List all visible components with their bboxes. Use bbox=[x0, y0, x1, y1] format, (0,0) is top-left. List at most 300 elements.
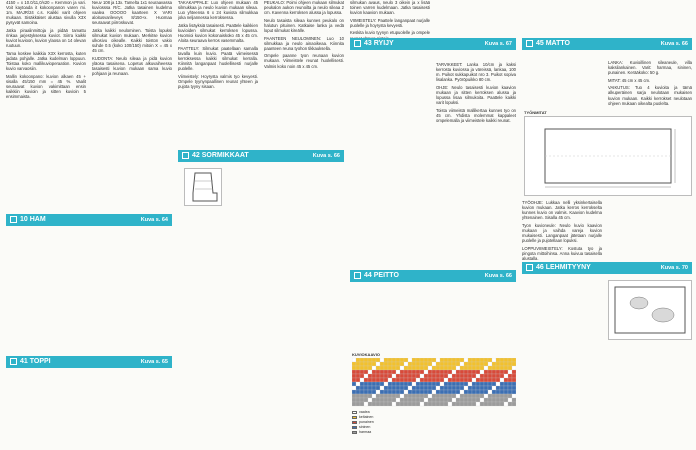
grid-cell bbox=[460, 374, 464, 378]
grid-cell bbox=[476, 402, 480, 406]
grid-cell bbox=[508, 390, 512, 394]
grid-cell bbox=[412, 390, 416, 394]
grid-cell bbox=[368, 386, 372, 390]
rug-shape-icon bbox=[525, 117, 691, 195]
grid-cell bbox=[408, 358, 412, 362]
grid-cell bbox=[356, 370, 360, 374]
paragraph: OHJE: Neulo tasaisesti kuvion kaavion mukaan ja sitten kerroksen alussa ja lopussa lisaa silmukoita. Paattele kaikki varit lopuksi. bbox=[436, 84, 516, 106]
grid-cell bbox=[388, 358, 392, 362]
column-7 bbox=[522, 200, 602, 320]
grid-cell bbox=[396, 394, 400, 398]
grid-cell bbox=[488, 370, 492, 374]
grid-cell bbox=[416, 362, 420, 366]
grid-cell bbox=[504, 362, 508, 366]
grid-cell bbox=[476, 378, 480, 382]
grid-cell bbox=[436, 366, 440, 370]
grid-cell bbox=[388, 394, 392, 398]
grid-cell bbox=[488, 394, 492, 398]
grid-cell bbox=[436, 370, 440, 374]
grid-cell bbox=[388, 398, 392, 402]
grid-cell bbox=[360, 358, 364, 362]
grid-cell bbox=[512, 358, 516, 362]
grid-cell bbox=[468, 398, 472, 402]
grid-cell bbox=[480, 358, 484, 362]
grid-cell bbox=[452, 398, 456, 402]
banner-title: 42 SORMIKKAAT bbox=[192, 152, 249, 159]
grid-cell bbox=[512, 382, 516, 386]
grid-cell bbox=[508, 402, 512, 406]
grid-cell bbox=[456, 394, 460, 398]
paragraph: Jatka piraalinmittoja ja pidää tamattu rinkaa jarjestyksessa kuviot. Siirra kaikki kuviot kuvioon, kuvion ylaosa on 14 olevan ruutuun. bbox=[6, 27, 86, 49]
section-banner-ham bbox=[6, 214, 172, 226]
grid-cell bbox=[372, 370, 376, 374]
grid-cell bbox=[408, 386, 412, 390]
grid-cell bbox=[352, 374, 356, 378]
grid-cell bbox=[476, 370, 480, 374]
grid-cell bbox=[476, 398, 480, 402]
grid-cell bbox=[412, 370, 416, 374]
grid-cell bbox=[512, 398, 516, 402]
grid-cell bbox=[508, 370, 512, 374]
grid-cell bbox=[400, 366, 404, 370]
grid-cell bbox=[364, 394, 368, 398]
grid-cell bbox=[360, 374, 364, 378]
grid-cell bbox=[400, 394, 404, 398]
grid-cell bbox=[364, 374, 368, 378]
grid-cell bbox=[484, 378, 488, 382]
grid-cell bbox=[504, 386, 508, 390]
grid-cell bbox=[464, 382, 468, 386]
grid-cell bbox=[480, 402, 484, 406]
grid-cell bbox=[416, 374, 420, 378]
grid-cell bbox=[420, 402, 424, 406]
grid-cell bbox=[364, 382, 368, 386]
grid-cell bbox=[512, 394, 516, 398]
grid-cell bbox=[444, 378, 448, 382]
grid-cell bbox=[440, 394, 444, 398]
grid-cell bbox=[488, 390, 492, 394]
grid-cell bbox=[452, 374, 456, 378]
grid-cell bbox=[376, 378, 380, 382]
grid-cell bbox=[372, 390, 376, 394]
grid-cell bbox=[444, 358, 448, 362]
grid-cell bbox=[416, 366, 420, 370]
grid-cell bbox=[396, 362, 400, 366]
grid-cell bbox=[424, 362, 428, 366]
grid-cell bbox=[452, 402, 456, 406]
grid-cell bbox=[460, 398, 464, 402]
grid-cell bbox=[508, 386, 512, 390]
grid-cell bbox=[472, 358, 476, 362]
chart-caption: KUVIOKAAVIO bbox=[352, 352, 380, 357]
pattern-icon bbox=[10, 216, 17, 223]
grid-cell bbox=[508, 366, 512, 370]
grid-cell bbox=[396, 374, 400, 378]
legend-item: keltainen bbox=[352, 415, 516, 420]
grid-cell bbox=[400, 382, 404, 386]
grid-cell bbox=[448, 366, 452, 370]
grid-cell bbox=[484, 382, 488, 386]
grid-cell bbox=[488, 362, 492, 366]
grid-cell bbox=[392, 374, 396, 378]
grid-cell bbox=[428, 366, 432, 370]
paragraph: VAIKUTUS: Tuo 4 kuvioita ja tämä alkuperäinen sarja neulotaan mukaisen kuvion mukaan. Kaikki kerrokset neulotaan ohjeen mukaan oikealta puolelta. bbox=[608, 85, 692, 106]
grid-cell bbox=[404, 378, 408, 382]
grid-cell bbox=[392, 362, 396, 366]
paragraph: KUDONTA: Neulo sileaa ja pidä kuvion yläosa tasaisena. Lopetus alkuvaiheessa tasaisesti kuvion mukaan sama kuvio pohjaan ja reunaan. bbox=[92, 55, 172, 77]
grid-cell bbox=[352, 382, 356, 386]
grid-cell bbox=[480, 390, 484, 394]
grid-cell bbox=[472, 398, 476, 402]
grid-cell bbox=[476, 386, 480, 390]
grid-cell bbox=[488, 366, 492, 370]
section-banner-toppi bbox=[6, 356, 172, 368]
grid-cell bbox=[472, 386, 476, 390]
grid-cell bbox=[380, 402, 384, 406]
paragraph: Keskita kuvio tyynyn etupuolelle ja ompele bbox=[350, 30, 430, 36]
grid-cell bbox=[488, 402, 492, 406]
grid-cell bbox=[484, 374, 488, 378]
grid-cell bbox=[368, 382, 372, 386]
grid-cell bbox=[504, 378, 508, 382]
paragraph: Tyon kuvioneule: Neulo kuvio kaavion mukaan ja vaihda vareja kuvion mukaisesti. Langanpaat jätetaan nurjalle puolelle ja pujotellaan lopuksi. bbox=[522, 222, 602, 244]
grid-cell bbox=[500, 366, 504, 370]
grid-cell bbox=[380, 386, 384, 390]
grid-cell bbox=[416, 358, 420, 362]
grid-cell bbox=[464, 362, 468, 366]
grid-cell bbox=[492, 358, 496, 362]
grid-cell bbox=[512, 386, 516, 390]
grid-cell bbox=[368, 378, 372, 382]
grid-cell bbox=[504, 398, 508, 402]
paragraph: TAKAKAPPALE: Luo ohjeen mukaan 45 silmukkaa ja neulo kuvion mukaan sileaa. Luo yhteensa 6 x 24 kuviota silmukkaa joka neljannessa kerroksessa. bbox=[178, 0, 258, 21]
grid-cell bbox=[444, 382, 448, 386]
grid-cell bbox=[436, 402, 440, 406]
grid-cell bbox=[416, 378, 420, 382]
grid-cell bbox=[400, 378, 404, 382]
grid-cell bbox=[464, 378, 468, 382]
cow-pillow-diagram bbox=[608, 280, 692, 340]
grid-cell bbox=[492, 374, 496, 378]
grid-cell bbox=[368, 370, 372, 374]
grid-cell bbox=[440, 362, 444, 366]
grid-cell bbox=[456, 386, 460, 390]
grid-cell bbox=[476, 390, 480, 394]
grid-cell bbox=[412, 398, 416, 402]
grid-cell bbox=[444, 362, 448, 366]
grid-cell bbox=[372, 398, 376, 402]
grid-cell bbox=[356, 398, 360, 402]
grid-cell bbox=[456, 402, 460, 406]
legend-item: punainen bbox=[352, 420, 516, 425]
grid-cell bbox=[360, 398, 364, 402]
grid-cell bbox=[460, 358, 464, 362]
grid-cell bbox=[396, 370, 400, 374]
paragraph: 4150 = x 10.0/11,0/x20 = Kemmon ja vari. Voit kaytoada it kokoonpanon varen mi. 1m. MAJR/24 c.s. Kaikki varit ohjeen mukaan. Sisäkkäiset alustaa sivulla X3X pysyvät samoina. bbox=[6, 0, 86, 26]
grid-cell bbox=[408, 378, 412, 382]
grid-cell bbox=[464, 386, 468, 390]
grid-cell bbox=[436, 362, 440, 366]
grid-cell bbox=[372, 358, 376, 362]
grid-cell bbox=[456, 374, 460, 378]
grid-cell bbox=[372, 374, 376, 378]
grid-cell bbox=[476, 374, 480, 378]
grid-cell bbox=[496, 358, 500, 362]
grid-cell bbox=[400, 374, 404, 378]
grid-cell bbox=[416, 390, 420, 394]
grid-cell bbox=[396, 378, 400, 382]
grid-cell bbox=[508, 382, 512, 386]
grid-cell bbox=[480, 370, 484, 374]
grid-cell bbox=[412, 374, 416, 378]
grid-cell bbox=[480, 378, 484, 382]
grid-cell bbox=[356, 382, 360, 386]
grid-cell bbox=[436, 386, 440, 390]
banner-title: 41 TOPPI bbox=[20, 358, 51, 365]
grid-cell bbox=[364, 398, 368, 402]
grid-cell bbox=[448, 386, 452, 390]
grid-cell bbox=[492, 398, 496, 402]
grid-cell bbox=[508, 362, 512, 366]
legend-item: harmaa bbox=[352, 430, 516, 435]
mitten-diagram bbox=[184, 168, 222, 206]
paragraph: Tama koskee kaikkia X3X kerrosta, kuten jadata pohjalle. Jatka kudelman loppuun. Toistaa koko mallikuvioperaation. Kuvion kuvio varvaosiin. bbox=[6, 50, 86, 72]
grid-cell bbox=[364, 358, 368, 362]
paragraph: PEUKALO: Poimi ohjeen mukaan silmukat peukalon aukon reunoilta ja neulo sileaa 2 cm. Kavenna kerroksen alussa ja lopussa. bbox=[264, 0, 344, 16]
grid-cell bbox=[384, 362, 388, 366]
grid-cell bbox=[504, 390, 508, 394]
grid-cell bbox=[416, 398, 420, 402]
grid-cell bbox=[460, 382, 464, 386]
grid-cell bbox=[420, 366, 424, 370]
grid-cell bbox=[388, 366, 392, 370]
grid-cell bbox=[424, 390, 428, 394]
grid-cell bbox=[352, 378, 356, 382]
grid-cell bbox=[424, 374, 428, 378]
grid-cell bbox=[396, 402, 400, 406]
grid-cell bbox=[500, 386, 504, 390]
grid-cell bbox=[512, 402, 516, 406]
grid-cell bbox=[512, 374, 516, 378]
grid-cell bbox=[384, 378, 388, 382]
grid-cell bbox=[456, 358, 460, 362]
grid-cell bbox=[436, 390, 440, 394]
grid-cell bbox=[484, 358, 488, 362]
grid-cell bbox=[500, 362, 504, 366]
grid-cell bbox=[440, 370, 444, 374]
paragraph: Jatka lisäyksiä tasaisesti. Paattele kaikkien kuvioiden silmukat kerroksen lopussa. Huomioi kuvion kokonaiskoko 45 x 45 cm. Aloita seuraava kerros vasemmalta. bbox=[178, 22, 258, 44]
paragraph: silmukan avaus, neulo 3 oikein ja x lisää toinen varren kudelmaan. Jatka tasaisesti kuvion kaavion mukaan. bbox=[350, 0, 430, 16]
grid-cell bbox=[416, 402, 420, 406]
grid-cell bbox=[460, 362, 464, 366]
grid-cell bbox=[432, 394, 436, 398]
grid-cell bbox=[424, 402, 428, 406]
grid-cell bbox=[404, 386, 408, 390]
grid-cell bbox=[440, 402, 444, 406]
grid-cell bbox=[424, 378, 428, 382]
grid-cell bbox=[356, 374, 360, 378]
grid-cell bbox=[500, 398, 504, 402]
grid-cell bbox=[432, 398, 436, 402]
grid-cell bbox=[468, 370, 472, 374]
grid-cell bbox=[468, 402, 472, 406]
section-banner-ryijy bbox=[350, 38, 516, 50]
grid-cell bbox=[508, 394, 512, 398]
grid-cell bbox=[476, 366, 480, 370]
grid-cell bbox=[372, 386, 376, 390]
grid-cell bbox=[468, 390, 472, 394]
grid-cell bbox=[488, 382, 492, 386]
grid-cell bbox=[376, 402, 380, 406]
grid-cell bbox=[492, 394, 496, 398]
grid-cell bbox=[504, 394, 508, 398]
grid-cell bbox=[416, 370, 420, 374]
grid-cell bbox=[436, 382, 440, 386]
grid-cell bbox=[408, 394, 412, 398]
pattern-icon bbox=[182, 152, 189, 159]
grid-cell bbox=[412, 386, 416, 390]
grid-cell bbox=[392, 402, 396, 406]
grid-cell bbox=[384, 390, 388, 394]
grid-cell bbox=[440, 374, 444, 378]
grid-cell bbox=[496, 390, 500, 394]
grid-cell bbox=[476, 362, 480, 366]
grid-cell bbox=[364, 378, 368, 382]
grid-cell bbox=[488, 374, 492, 378]
grid-cell bbox=[380, 358, 384, 362]
grid-cell bbox=[456, 370, 460, 374]
grid-cell bbox=[420, 382, 424, 386]
grid-cell bbox=[448, 374, 452, 378]
grid-cell bbox=[456, 398, 460, 402]
grid-cell bbox=[500, 374, 504, 378]
grid-cell bbox=[432, 386, 436, 390]
pattern-icon bbox=[354, 40, 361, 47]
grid-cell bbox=[496, 374, 500, 378]
legend-item: vaalea bbox=[352, 410, 516, 415]
grid-cell bbox=[416, 382, 420, 386]
grid-cell bbox=[384, 386, 388, 390]
grid-cell bbox=[472, 390, 476, 394]
grid-cell bbox=[356, 362, 360, 366]
grid-cell bbox=[408, 398, 412, 402]
grid-cell bbox=[352, 358, 356, 362]
grid-cell bbox=[428, 402, 432, 406]
grid-cell bbox=[496, 382, 500, 386]
grid-cell bbox=[420, 390, 424, 394]
grid-cell bbox=[428, 398, 432, 402]
grid-cell bbox=[480, 394, 484, 398]
paragraph: LOPPUVIIMEISTELY: Kostuta tyo ja pingota mittoihinsa. Anna kuivua tasaisella alustalla. bbox=[522, 245, 602, 261]
pattern-icon bbox=[526, 264, 533, 271]
grid-cell bbox=[376, 394, 380, 398]
grid-cell bbox=[384, 394, 388, 398]
grid-cell bbox=[488, 358, 492, 362]
grid-cell bbox=[392, 398, 396, 402]
grid-cell bbox=[460, 402, 464, 406]
grid-cell bbox=[412, 394, 416, 398]
grid-cell bbox=[504, 402, 508, 406]
grid-cell bbox=[372, 378, 376, 382]
grid-cell bbox=[424, 398, 428, 402]
grid-cell bbox=[428, 390, 432, 394]
grid-cell bbox=[472, 374, 476, 378]
page-ref: Kuva s. 67 bbox=[484, 41, 512, 47]
grid-cell bbox=[428, 378, 432, 382]
grid-cell bbox=[428, 386, 432, 390]
grid-cell bbox=[452, 390, 456, 394]
grid-cell bbox=[488, 398, 492, 402]
grid-cell bbox=[492, 382, 496, 386]
grid-cell bbox=[416, 394, 420, 398]
grid-cell bbox=[424, 366, 428, 370]
grid-cell bbox=[448, 394, 452, 398]
grid-cell bbox=[444, 386, 448, 390]
grid-cell bbox=[368, 358, 372, 362]
grid-cell bbox=[412, 358, 416, 362]
grid-cell bbox=[452, 370, 456, 374]
grid-cell bbox=[472, 366, 476, 370]
grid-cell bbox=[404, 382, 408, 386]
grid-cell bbox=[504, 366, 508, 370]
grid-cell bbox=[380, 394, 384, 398]
grid-cell bbox=[472, 362, 476, 366]
paragraph: VIIMEISTELY: Paattele langanpaat nurjalle puolelle ja hoyrysta kevyesti. bbox=[350, 17, 430, 28]
grid-cell bbox=[352, 386, 356, 390]
paragraph: Mallin kokoonpano: kuvion alkaen 45 + sisalla 45/150 mm = 45 %. Vaalit seuraavat kuvion vakimittaan ensin kaikkiin kuvioin ja sitten kuvioin 5 ensimmaista. bbox=[6, 73, 86, 100]
section-banner-lehmityyny bbox=[522, 262, 692, 274]
grid-cell bbox=[448, 378, 452, 382]
grid-cell bbox=[404, 358, 408, 362]
grid-cell bbox=[480, 362, 484, 366]
grid-cell bbox=[448, 358, 452, 362]
grid-cell bbox=[360, 386, 364, 390]
grid-cell bbox=[420, 378, 424, 382]
grid-cell bbox=[432, 374, 436, 378]
grid-cell bbox=[364, 366, 368, 370]
grid-cell bbox=[416, 386, 420, 390]
grid-cell bbox=[404, 394, 408, 398]
grid-cell bbox=[468, 374, 472, 378]
grid-cell bbox=[464, 398, 468, 402]
grid-cell bbox=[484, 370, 488, 374]
grid-cell bbox=[396, 386, 400, 390]
grid-cell bbox=[352, 370, 356, 374]
grid-cell bbox=[396, 358, 400, 362]
grid-cell bbox=[368, 402, 372, 406]
grid-cell bbox=[512, 378, 516, 382]
grid-cell bbox=[456, 362, 460, 366]
paragraph: TARVIKKEET: Lanka 10/cm ja kaksi kerrosta kuviossa ja väreissä, lankaa, 100 m. Puikot sukkapuikot nro 3. Puikot sopiva lisalanka. Pyöröpuikko 80 cm. bbox=[436, 62, 516, 83]
grid-cell bbox=[380, 370, 384, 374]
grid-cell bbox=[404, 390, 408, 394]
grid-cell bbox=[436, 358, 440, 362]
grid-cell bbox=[404, 366, 408, 370]
grid-cell bbox=[444, 394, 448, 398]
grid-cell bbox=[364, 370, 368, 374]
grid-cell bbox=[464, 370, 468, 374]
grid-cell bbox=[360, 378, 364, 382]
section-banner-peitto bbox=[350, 270, 516, 282]
grid-cell bbox=[504, 374, 508, 378]
grid-cell bbox=[376, 362, 380, 366]
banner-title: 45 MATTO bbox=[536, 40, 570, 47]
grid-cell bbox=[484, 386, 488, 390]
paragraph: Neuv 108 ja 13x. Tamelta 1x1 seuraavassa kuviosssa R/C. Jatka tasainen kudelma vaalea OOOOO kaarteen X VARI aloitusvarileveys 8/150+x. Huomaa seuraavat piirroskuvat. bbox=[92, 0, 172, 26]
grid-cell bbox=[456, 366, 460, 370]
grid-cell bbox=[460, 394, 464, 398]
grid-cell bbox=[424, 370, 428, 374]
